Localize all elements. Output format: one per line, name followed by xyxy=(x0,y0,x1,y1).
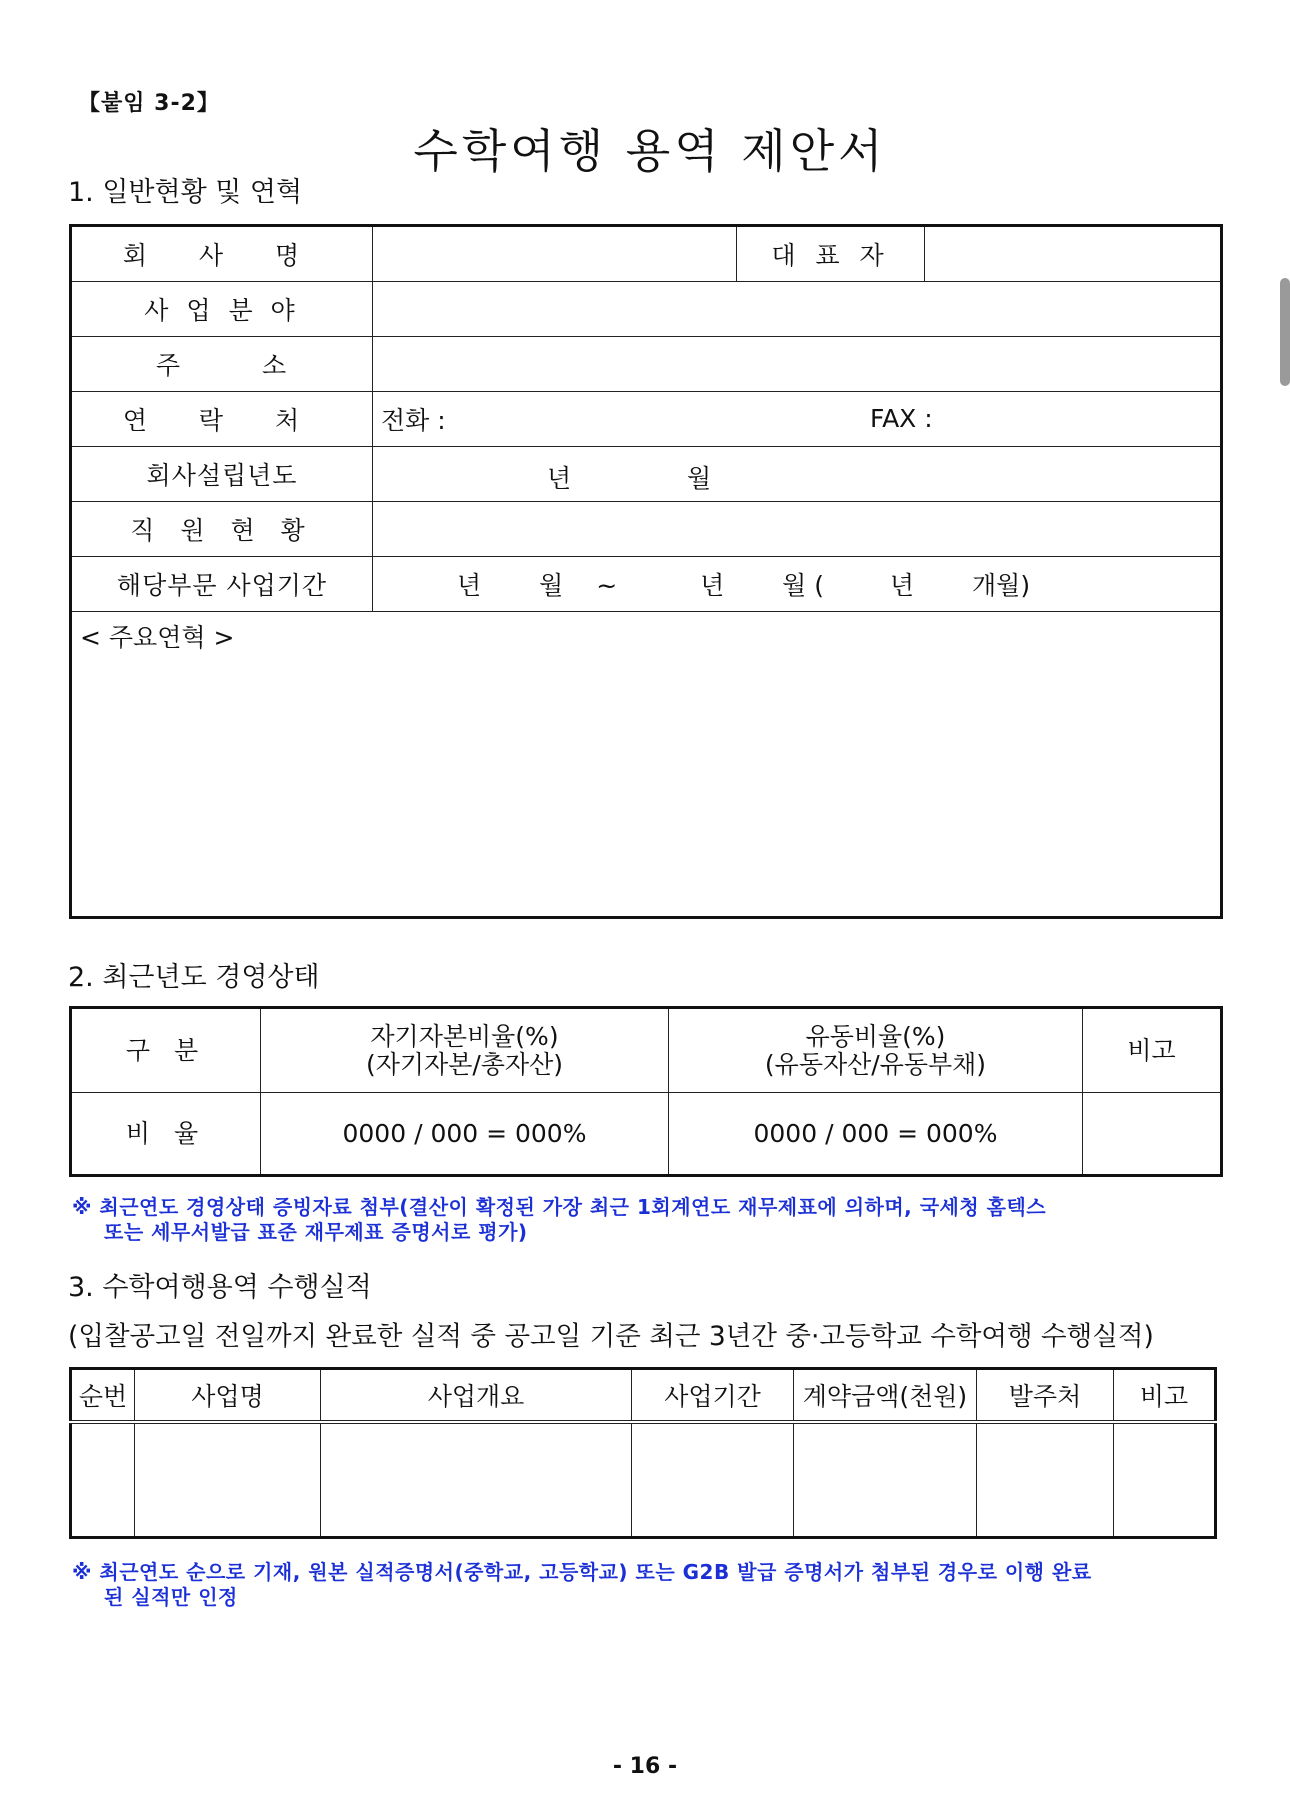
equity-ratio-formula-header: (자기자본/총자산) xyxy=(366,1049,563,1079)
financial-note-line2: 또는 세무서발급 표준 재무제표 증명서로 평가) xyxy=(104,1220,528,1244)
table-row xyxy=(71,1093,1222,1176)
history-field[interactable] xyxy=(71,612,1222,918)
business-field-label: 사 업 분 야 xyxy=(71,282,373,337)
project-summary-cell[interactable] xyxy=(321,1422,632,1538)
client-cell[interactable] xyxy=(977,1422,1114,1538)
founded-year-unit: 년 xyxy=(547,464,572,493)
equity-ratio-value[interactable]: 0000 / 000 = 000% xyxy=(261,1093,669,1176)
financial-status-table xyxy=(69,1006,1223,1177)
staff-field[interactable] xyxy=(373,502,1222,557)
col-project-period-header: 사업기간 xyxy=(632,1369,794,1423)
attachment-label: 【붙임 3-2】 xyxy=(78,91,220,116)
liquidity-ratio-formula-header: (유동자산/유동부채) xyxy=(764,1049,987,1079)
period-label: 해당부문 사업기간 xyxy=(71,557,373,612)
address-field[interactable] xyxy=(373,337,1222,392)
contact-field[interactable] xyxy=(373,392,1222,447)
table-row xyxy=(71,1008,1222,1093)
financial-note-line1: ※ 최근연도 경영상태 증빙자료 첨부(결산이 확정된 가장 최근 1회계연도 재무제표에 의하며, 국세청 홈텍스 xyxy=(72,1195,1047,1219)
table-row xyxy=(71,447,1222,502)
col-remarks-header: 비고 xyxy=(1114,1369,1216,1423)
period-field[interactable]: 년 월 ~ 년 월 ( 년 개월) xyxy=(373,557,1222,612)
page-number: - 16 - xyxy=(612,1754,678,1779)
remarks-header: 비고 xyxy=(1083,1008,1222,1093)
representative-label: 대 표 자 xyxy=(737,226,925,282)
seq-cell[interactable] xyxy=(71,1422,135,1538)
liquidity-ratio-header xyxy=(669,1008,1083,1093)
remarks-value[interactable] xyxy=(1083,1093,1222,1176)
contract-amount-cell[interactable] xyxy=(794,1422,977,1538)
section2-heading: 2. 최근년도 경영상태 xyxy=(68,962,320,993)
liquidity-ratio-title: 유동비율(%) xyxy=(805,1021,946,1051)
section1-heading: 1. 일반현황 및 연혁 xyxy=(68,177,303,208)
equity-ratio-header xyxy=(261,1008,669,1093)
table-row xyxy=(71,557,1222,612)
business-field-field[interactable] xyxy=(373,282,1222,337)
equity-ratio-title: 자기자본비율(%) xyxy=(370,1021,559,1051)
history-label: < 주요연혁 > xyxy=(80,623,235,652)
performance-table xyxy=(69,1367,1217,1539)
performance-note-line2: 된 실적만 인정 xyxy=(104,1585,238,1609)
company-name-label: 회 사 명 xyxy=(71,226,373,282)
founded-label: 회사설립년도 xyxy=(71,447,373,502)
category-header: 구 분 xyxy=(71,1008,261,1093)
project-period-cell[interactable] xyxy=(632,1422,794,1538)
table-row xyxy=(71,1369,1216,1423)
col-client-header: 발주처 xyxy=(977,1369,1114,1423)
col-project-name-header: 사업명 xyxy=(135,1369,321,1423)
phone-label: 전화 : xyxy=(381,406,446,435)
table-row xyxy=(71,502,1222,557)
project-name-cell[interactable] xyxy=(135,1422,321,1538)
table-row xyxy=(71,392,1222,447)
remarks-cell[interactable] xyxy=(1114,1422,1216,1538)
document-title: 수학여행 용역 제안서 xyxy=(413,124,887,178)
col-contract-amount-header: 계약금액(천원) xyxy=(794,1369,977,1423)
founded-field[interactable] xyxy=(373,447,1222,502)
general-info-table xyxy=(69,224,1223,919)
scrollbar[interactable] xyxy=(1280,278,1290,386)
address-label: 주 소 xyxy=(71,337,373,392)
fax-label: FAX : xyxy=(870,404,933,433)
col-project-summary-header: 사업개요 xyxy=(321,1369,632,1423)
ratio-row-label: 비 율 xyxy=(71,1093,261,1176)
liquidity-ratio-value[interactable]: 0000 / 000 = 000% xyxy=(669,1093,1083,1176)
representative-field[interactable] xyxy=(925,226,1222,282)
contact-label: 연 락 처 xyxy=(71,392,373,447)
section3-heading: 3. 수학여행용역 수행실적 xyxy=(68,1272,372,1303)
table-row xyxy=(71,226,1222,282)
section3-subheading: (입찰공고일 전일까지 완료한 실적 중 공고일 기준 최근 3년간 중·고등학교 수학여행 수행실적) xyxy=(68,1321,1154,1352)
col-seq-header: 순번 xyxy=(71,1369,135,1423)
company-name-field[interactable] xyxy=(373,226,737,282)
founded-month-unit: 월 xyxy=(687,464,712,493)
staff-label: 직 원 현 황 xyxy=(71,502,373,557)
table-row xyxy=(71,282,1222,337)
financial-note xyxy=(72,1195,1222,1245)
table-row xyxy=(71,1422,1216,1538)
table-row xyxy=(71,337,1222,392)
performance-note-line1: ※ 최근연도 순으로 기재, 원본 실적증명서(중학교, 고등학교) 또는 G2B 발급 증명서가 첨부된 경우로 이행 완료 xyxy=(72,1560,1092,1584)
table-row xyxy=(71,612,1222,918)
performance-note xyxy=(72,1560,1222,1610)
